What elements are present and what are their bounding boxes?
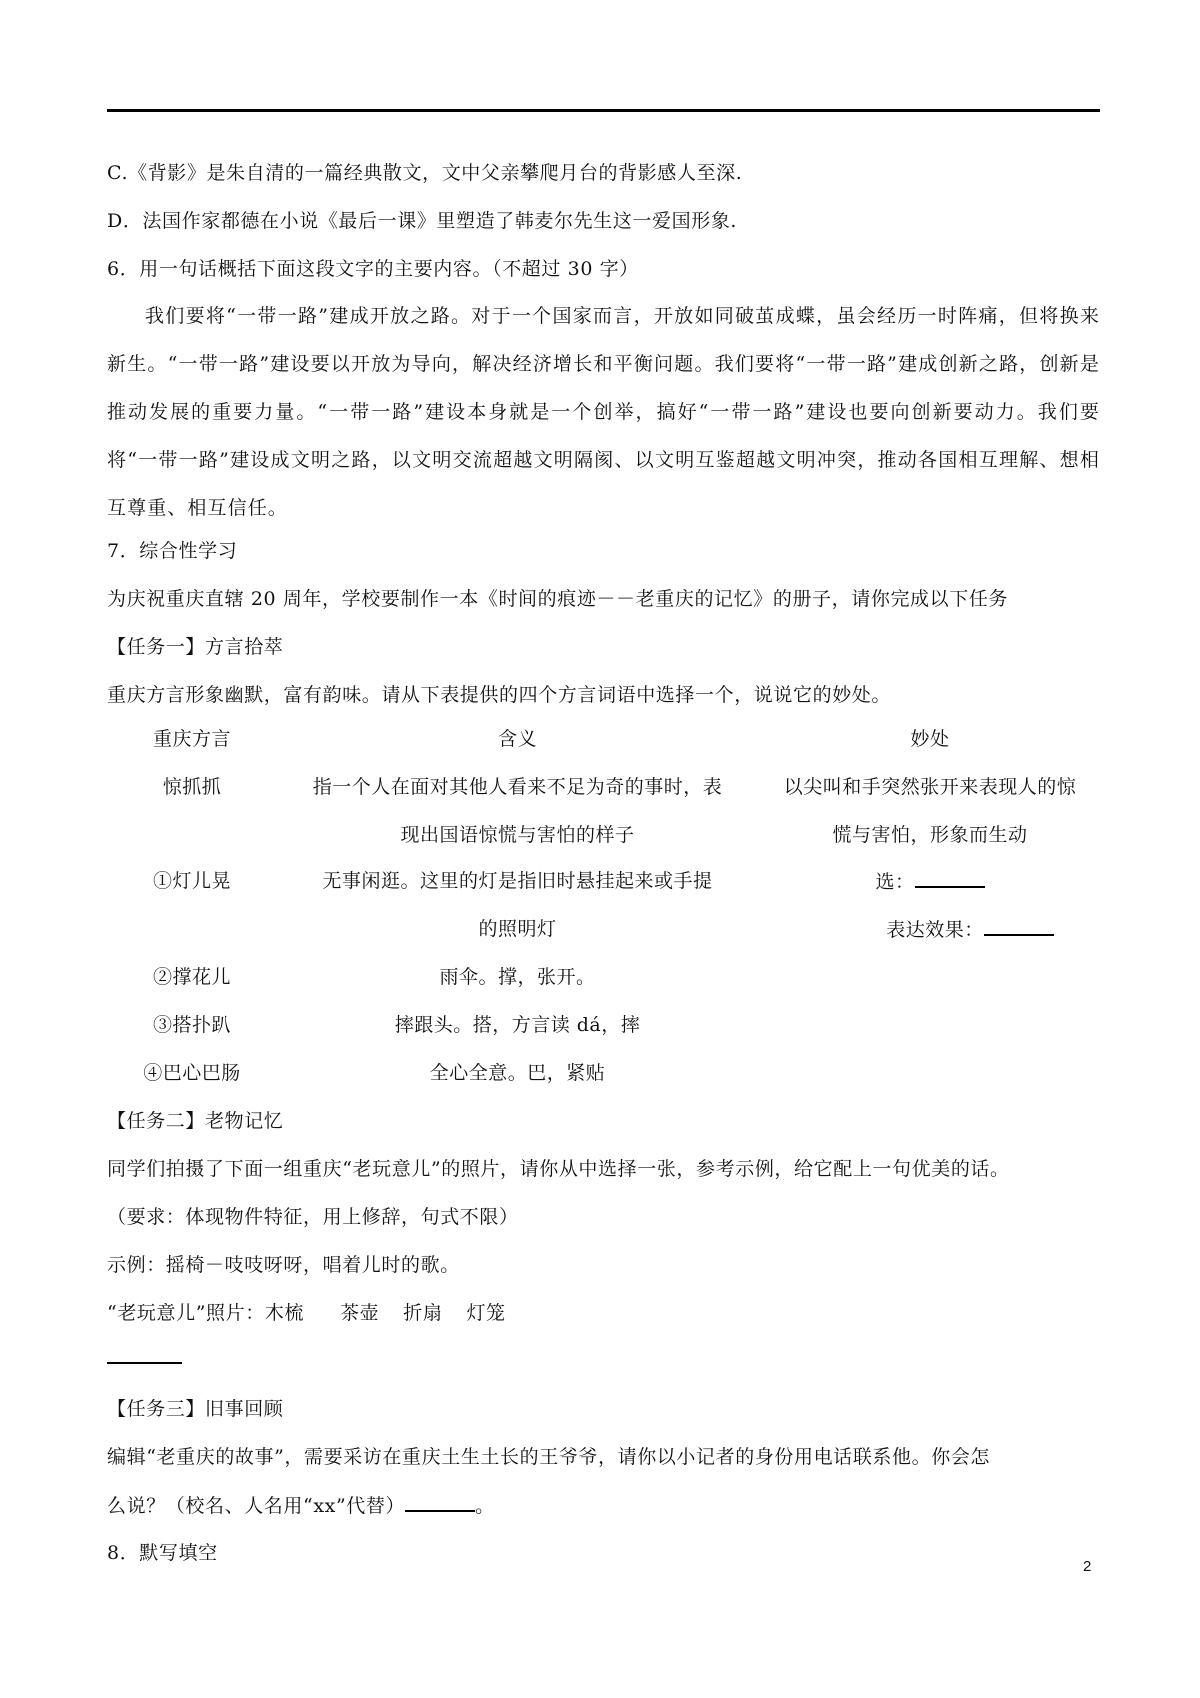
choice-blank[interactable]	[915, 868, 985, 888]
task2-photos	[107, 1300, 506, 1326]
q7-intro: 为庆祝重庆直辖 20 周年，学校要制作一本《时间的痕迹－－老重庆的记忆》的册子，请你完成以下任务	[107, 588, 1009, 610]
q6-passage-text: 我们要将“一带一路”建成开放之路。对于一个国家而言，开放如同破茧成蝶，虽会经历一时阵痛，但将换来新生。“一带一路”建设要以开放为导向，解决经济增长和平衡问题。我们要将“一带一路”建成创新之路，创新是推动发展的重要力量。“一带一路”建设本身就是一个创举，搞好“一带一路”建设也要向创新要动力。我们要将“一带一路”建设成文明之路，以文明交流超越文明隔阂、以文明互鉴超越文明冲突，推动各国相互理解、想相互尊重、相互信任。	[107, 305, 1100, 519]
page-number: 2	[1083, 1558, 1092, 1575]
option-c: C.《背影》是朱自清的一篇经典散文，文中父亲攀爬月台的背影感人至深.	[107, 162, 743, 184]
q8-title: 8．默写填空	[107, 1542, 218, 1564]
table-row-meaning: 雨伞。撑，张开。	[439, 966, 596, 988]
table-row-meaning: 摔跟头。搭，方言读 dá，摔	[394, 1014, 641, 1036]
table-row-meaning: 指一个人在面对其他人看来不足为奇的事时，表	[312, 776, 723, 798]
table-row-effect-choice	[760, 868, 1100, 895]
task3-end: 。	[475, 1495, 495, 1517]
table-header-meaning: 含义	[497, 728, 537, 750]
table-row-meaning: 全心全意。巴，紧贴	[429, 1062, 606, 1084]
table-header-dialect: 重庆方言	[152, 728, 231, 750]
table-row-dialect: ④巴心巴肠	[143, 1062, 241, 1084]
task2-example: 示例：摇椅－吱吱呀呀，唱着儿时的歌。	[107, 1254, 460, 1276]
header-rule	[107, 109, 1100, 112]
task2-desc: 同学们拍摄了下面一组重庆“老玩意儿”的照片，请你从中选择一张，参考示例，给它配上一句优美的话。	[107, 1158, 1010, 1180]
photo-item: 茶壶	[340, 1302, 380, 1324]
table-row-effect-cont: 慌与害怕，形象而生动	[832, 824, 1028, 846]
answer-blank-line[interactable]	[107, 1362, 182, 1364]
expression-label: 表达效果：	[886, 919, 984, 941]
task3-question: 么说？（校名、人名用“xx”代替）	[107, 1495, 406, 1517]
task1-desc: 重庆方言形象幽默，富有韵味。请从下表提供的四个方言词语中选择一个，说说它的妙处。	[107, 684, 892, 706]
task1-heading: 【任务一】方言拾萃	[107, 636, 284, 658]
task2-heading: 【任务二】老物记忆	[107, 1110, 284, 1132]
table-row-dialect: ①灯儿晃	[152, 870, 231, 892]
table-row-meaning-cont: 的照明灯	[478, 918, 557, 940]
table-row-effect-expression	[800, 916, 1140, 943]
q6-passage	[107, 292, 1100, 532]
photo-item: 折扇	[403, 1302, 443, 1324]
table-row-meaning: 无事闲逛。这里的灯是指旧时悬挂起来或手提	[322, 870, 713, 892]
task3-desc-cont	[107, 1492, 495, 1519]
table-row-meaning-cont: 现出国语惊慌与害怕的样子	[400, 824, 635, 846]
task3-blank[interactable]	[405, 1492, 475, 1512]
choice-label: 选：	[875, 871, 915, 893]
task3-desc: 编辑“老重庆的故事”，需要采访在重庆土生土长的王爷爷，请你以小记者的身份用电话联系他。你会怎	[107, 1446, 991, 1468]
table-row-dialect: 惊抓抓	[162, 776, 222, 798]
table-row-dialect: ③搭扑趴	[152, 1014, 231, 1036]
q7-title: 7．综合性学习	[107, 540, 238, 562]
table-row-effect: 以尖叫和手突然张开来表现人的惊	[783, 776, 1077, 798]
photo-item: 灯笼	[466, 1302, 506, 1324]
table-header-effect: 妙处	[910, 728, 950, 750]
task3-heading: 【任务三】旧事回顾	[107, 1398, 284, 1420]
photo-item: 木梳	[264, 1302, 305, 1324]
table-row-dialect: ②撑花儿	[152, 966, 231, 988]
task2-requirement: （要求：体现物件特征，用上修辞，句式不限）	[107, 1206, 519, 1228]
q6-prompt: 6．用一句话概括下面这段文字的主要内容。（不超过 30 字）	[107, 258, 639, 280]
photos-label: “老玩意儿”照片：	[107, 1302, 265, 1324]
option-d: D．法国作家都德在小说《最后一课》里塑造了韩麦尔先生这一爱国形象.	[107, 210, 738, 232]
expression-blank[interactable]	[984, 916, 1054, 936]
